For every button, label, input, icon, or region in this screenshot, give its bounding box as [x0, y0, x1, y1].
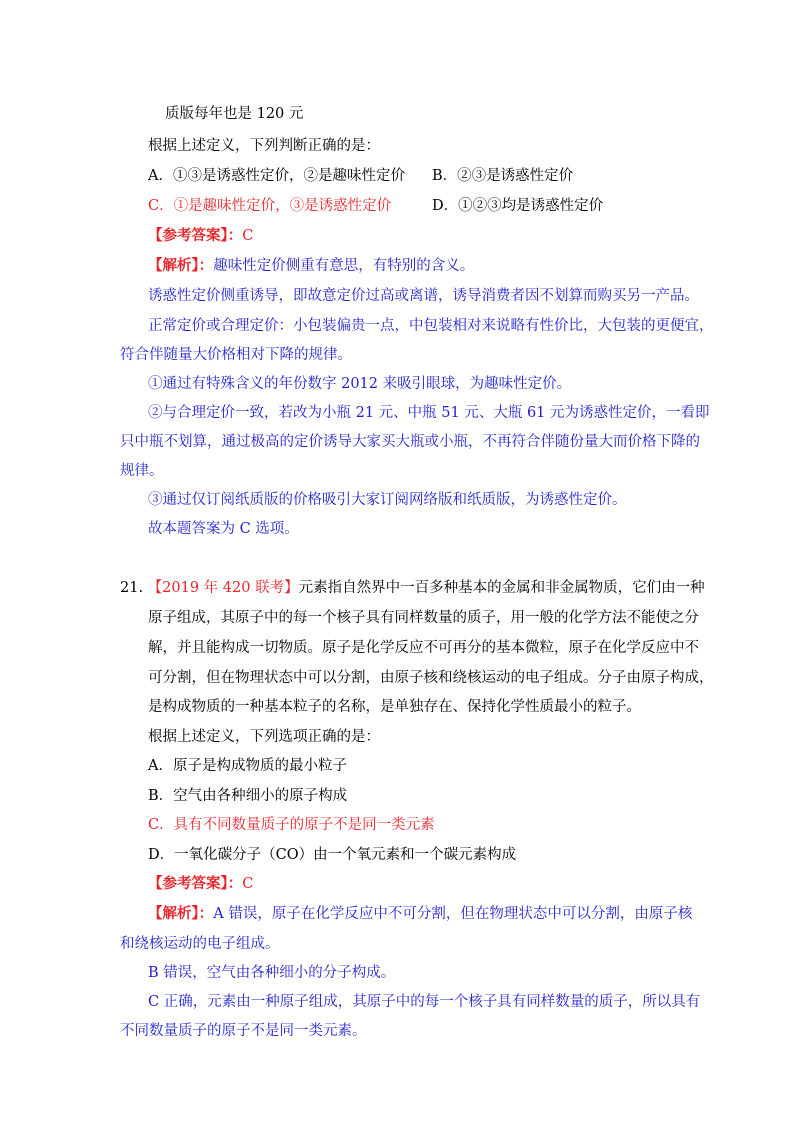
- analysis-line-1: [148, 256, 474, 276]
- analysis-text: 趣味性定价侧重有意思，有特别的含义。: [213, 258, 475, 274]
- question-prompt: 根据上述定义，下列判断正确的是：: [148, 138, 380, 154]
- question-21-analysis-line-1: [148, 904, 692, 924]
- answer-line: [148, 226, 253, 246]
- question-21-analysis-line-3: B 错误，空气由各种细小的分子构成。: [148, 965, 396, 981]
- question-source: 【2019 年 420 联考】: [147, 580, 299, 596]
- analysis-line-6: ②与合理定价一致，若改为小瓶 21 元、中瓶 51 元、大瓶 61 元为诱惑性定价，一看即: [148, 405, 710, 421]
- analysis-line-5: ①通过有特殊含义的年份数字 2012 来吸引眼球，为趣味性定价。: [148, 376, 572, 392]
- question-21-line-2: 原子组成，其原子中的每一个核子具有同样数量的质子，用一般的化学方法不能使之分: [148, 610, 699, 626]
- question-21-line-3: 解，并且能构成一切物质。原子是化学反应不可再分的基本微粒，原子在化学反应中不: [148, 640, 699, 656]
- question-21-option-a: A．原子是构成物质的最小粒子: [148, 758, 347, 774]
- answer-value: C: [242, 228, 254, 244]
- analysis-line-4: 符合伴随量大价格相对下降的规律。: [120, 347, 352, 363]
- option-a: A．①③是诱惑性定价，②是趣味性定价: [148, 168, 405, 184]
- analysis-line-8: 规律。: [120, 463, 164, 479]
- answer-tag: 【参考答案】：: [148, 875, 243, 892]
- analysis-line-7: 只中瓶不划算，通过极高的定价诱导大家买大瓶或小瓶，不再符合伴随份量大而价格下降的: [120, 434, 700, 450]
- question-21-analysis-line-4: C 正确，元素由一种原子组成，其原子中的每一个核子具有同样数量的质子，所以具有: [148, 994, 701, 1010]
- question-21-option-d: D．一氧化碳分子（CO）由一个氧元素和一个碳元素构成: [148, 847, 517, 863]
- analysis-line-3: 正常定价或合理定价：小包装偏贵一点，中包装相对来说略有性价比，大包装的更便宜，: [148, 318, 714, 334]
- stem-text: 元素指自然界中一百多种基本的金属和非金属物质，它们由一种: [298, 580, 705, 596]
- option-d: D．①②③均是诱惑性定价: [432, 198, 604, 214]
- answer-value: C: [242, 876, 254, 892]
- analysis-tag: 【解析】：: [148, 905, 214, 922]
- question-21-analysis-line-5: 不同数量质子的原子不是同一类元素。: [120, 1023, 367, 1039]
- question-21-option-b: B．空气由各种细小的原子构成: [148, 788, 348, 804]
- question-21-prompt: 根据上述定义，下列选项正确的是：: [148, 729, 380, 745]
- analysis-line-10: 故本题答案为 C 选项。: [148, 521, 299, 537]
- analysis-line-9: ③通过仅订阅纸质版的价格吸引大家订阅网络版和纸质版，为诱惑性定价。: [148, 492, 627, 508]
- option-b: B．②③是诱惑性定价: [432, 168, 574, 184]
- question-21-line-5: 是构成物质的一种基本粒子的名称，是单独存在、保持化学性质最小的粒子。: [148, 699, 641, 715]
- question-21-answer-line: [148, 874, 253, 894]
- question-21-analysis-line-2: 和绕核运动的电子组成。: [120, 936, 280, 952]
- option-c: C．①是趣味性定价，③是诱惑性定价: [148, 198, 392, 214]
- question-21-line-4: 可分割，但在物理状态中可以分割，由原子核和绕核运动的电子组成。分子由原子构成，: [148, 670, 714, 686]
- price-line: 质版每年也是 120 元: [165, 106, 304, 122]
- question-21-line-1: [120, 578, 705, 598]
- question-number: 21.: [120, 580, 144, 596]
- answer-tag: 【参考答案】：: [148, 227, 243, 244]
- analysis-text: A 错误，原子在化学反应中不可分割，但在物理状态中可以分割，由原子核: [213, 906, 693, 922]
- analysis-tag: 【解析】：: [148, 257, 214, 274]
- analysis-line-2: 诱惑性定价侧重诱导，即故意定价过高或离谱，诱导消费者因不划算而购买另一产品。: [148, 288, 699, 304]
- question-21-option-c: C．具有不同数量质子的原子不是同一类元素: [148, 817, 435, 833]
